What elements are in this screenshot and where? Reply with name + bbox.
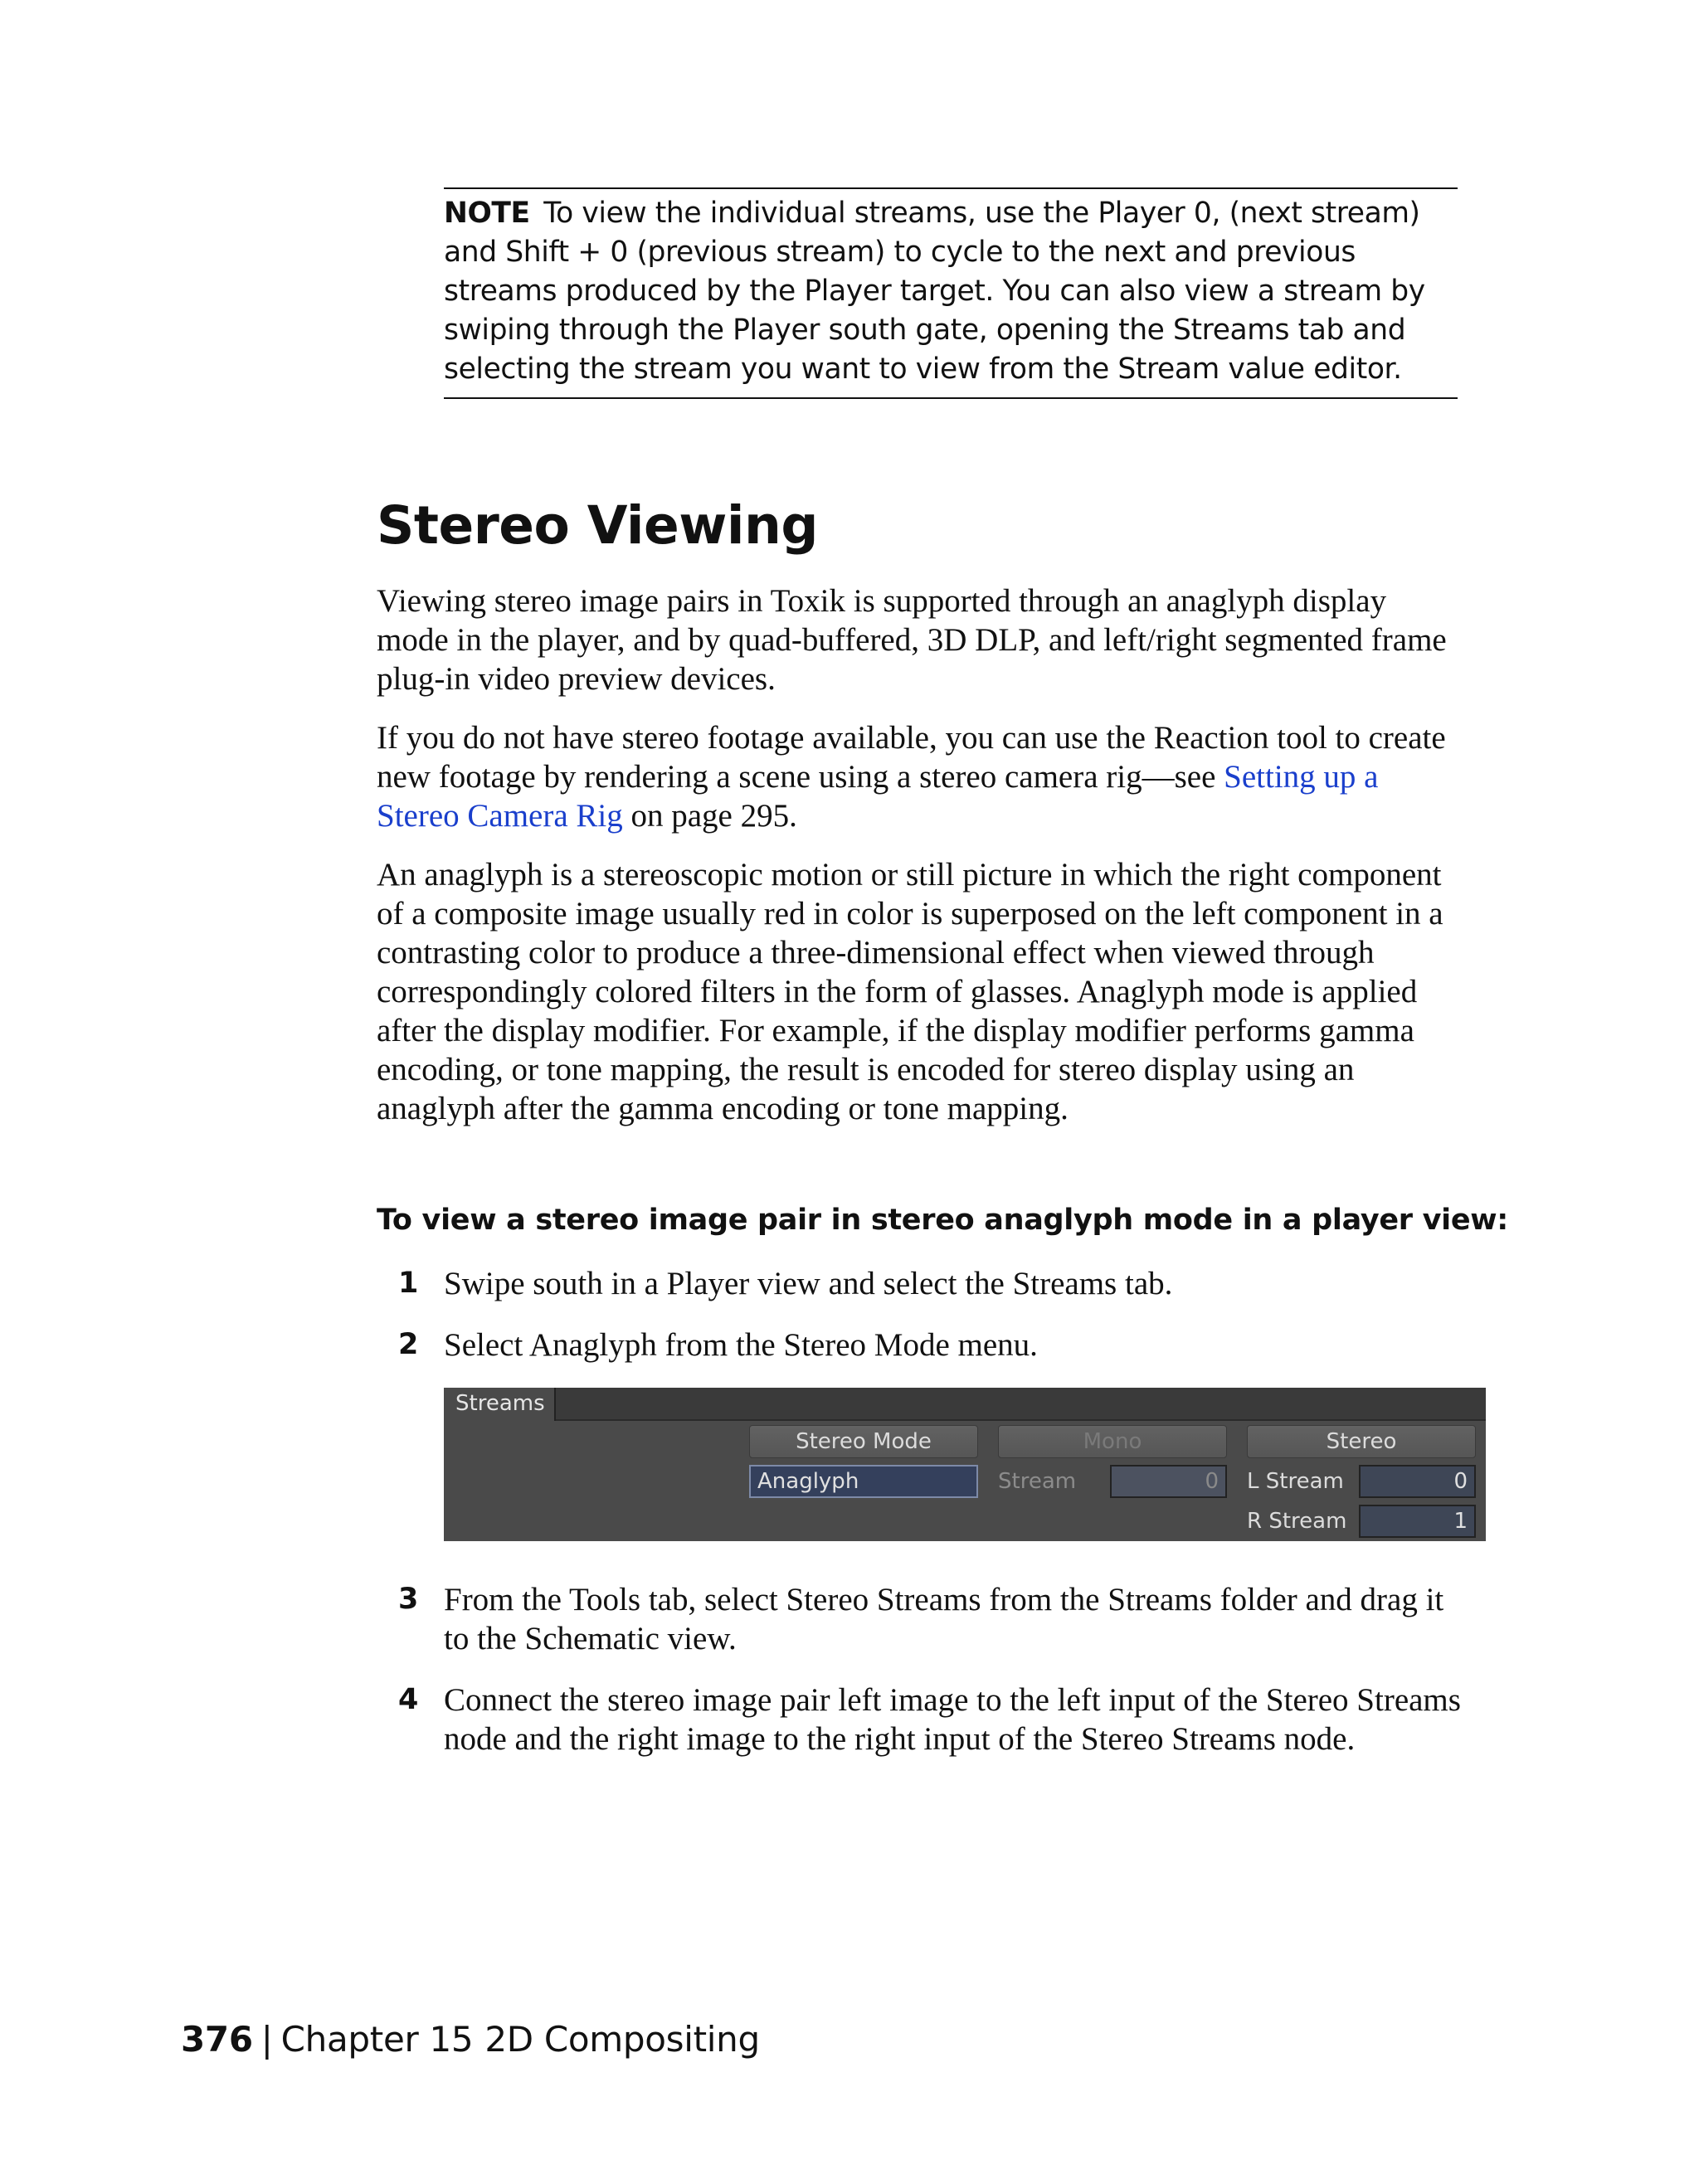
step-text: Connect the stereo image pair left image to the left input of the Stereo Streams node and the right image to the right input of the Stereo Streams node. — [444, 1682, 1461, 1757]
section-title: Stereo Viewing — [377, 495, 818, 556]
step-number: 4 — [398, 1683, 419, 1716]
r-stream-label: R Stream — [1247, 1509, 1347, 1534]
step-text: Swipe south in a Player view and select the Streams tab. — [444, 1266, 1173, 1301]
stereo-mode-dropdown[interactable]: Anaglyph — [749, 1465, 978, 1498]
chapter-number: Chapter 15 — [280, 2019, 474, 2060]
note-text: To view the individual streams, use the Player 0, (next stream) and Shift + 0 (previous stream) to cycle to the next and previous streams produced by the Player target. You can also view a stream by swiping through the Player south gate, opening the Streams tab and selecting the stream you want to view from the Stream value editor. — [444, 197, 1425, 386]
stream-field[interactable]: 0 — [1110, 1465, 1227, 1498]
anaglyph-paragraph: An anaglyph is a stereoscopic motion or still picture in which the right component of a composite image usually red in color is superposed on the left component in a contrasting color to produce a three-dimensional effect when viewed through correspondingly colored filters in the form of glasses. Anaglyph mode is applied after the display modifier. For example, if the display modifier performs gamma encoding, or tone mapping, the result is encoded for stereo display using an anaglyph after the gamma encoding or tone mapping. — [377, 857, 1443, 1126]
chapter-title: 2D Compositing — [484, 2019, 760, 2060]
panel-tab-bar — [444, 1388, 1486, 1421]
stream-label: Stream — [998, 1469, 1077, 1494]
step-number: 1 — [398, 1267, 419, 1300]
note-box — [444, 187, 1458, 399]
p2-text-after: on page 295. — [622, 798, 797, 834]
note-paragraph — [444, 194, 1458, 389]
l-stream-field[interactable]: 0 — [1359, 1465, 1476, 1498]
intro-paragraph: Viewing stereo image pairs in Toxik is supported through an anaglyph display mode in the player, and by quad-buffered, 3D DLP, and left/right segmented frame plug-in video preview devices. — [377, 583, 1447, 697]
step-text: From the Tools tab, select Stereo Streams from the Streams folder and drag it to the Schematic view. — [444, 1582, 1444, 1656]
mono-button[interactable]: Mono — [998, 1425, 1227, 1458]
reaction-tool-paragraph — [377, 718, 1463, 835]
note-label: NOTE — [444, 197, 530, 230]
l-stream-label: L Stream — [1247, 1469, 1344, 1494]
footer-separator: | — [260, 2019, 273, 2060]
step-number: 3 — [398, 1583, 419, 1616]
p2-text-before: If you do not have stereo footage available, you can use the Reaction tool to create new footage by rendering a scene using a stereo camera rig—see — [377, 720, 1446, 795]
page-number: 376 — [181, 2019, 253, 2060]
stereo-mode-button[interactable]: Stereo Mode — [749, 1425, 978, 1458]
procedure-title: To view a stereo image pair in stereo anaglyph mode in a player view: — [377, 1204, 1509, 1237]
stereo-camera-rig-link[interactable]: Setting up a Stereo Camera Rig — [377, 759, 1379, 834]
tab-streams[interactable]: Streams — [444, 1388, 556, 1421]
stereo-button[interactable]: Stereo — [1247, 1425, 1476, 1458]
step-number: 2 — [398, 1328, 419, 1361]
streams-panel-screenshot — [444, 1388, 1486, 1541]
r-stream-field[interactable]: 1 — [1359, 1505, 1476, 1538]
page-footer — [181, 2016, 760, 2063]
step-text: Select Anaglyph from the Stereo Mode menu. — [444, 1327, 1038, 1363]
